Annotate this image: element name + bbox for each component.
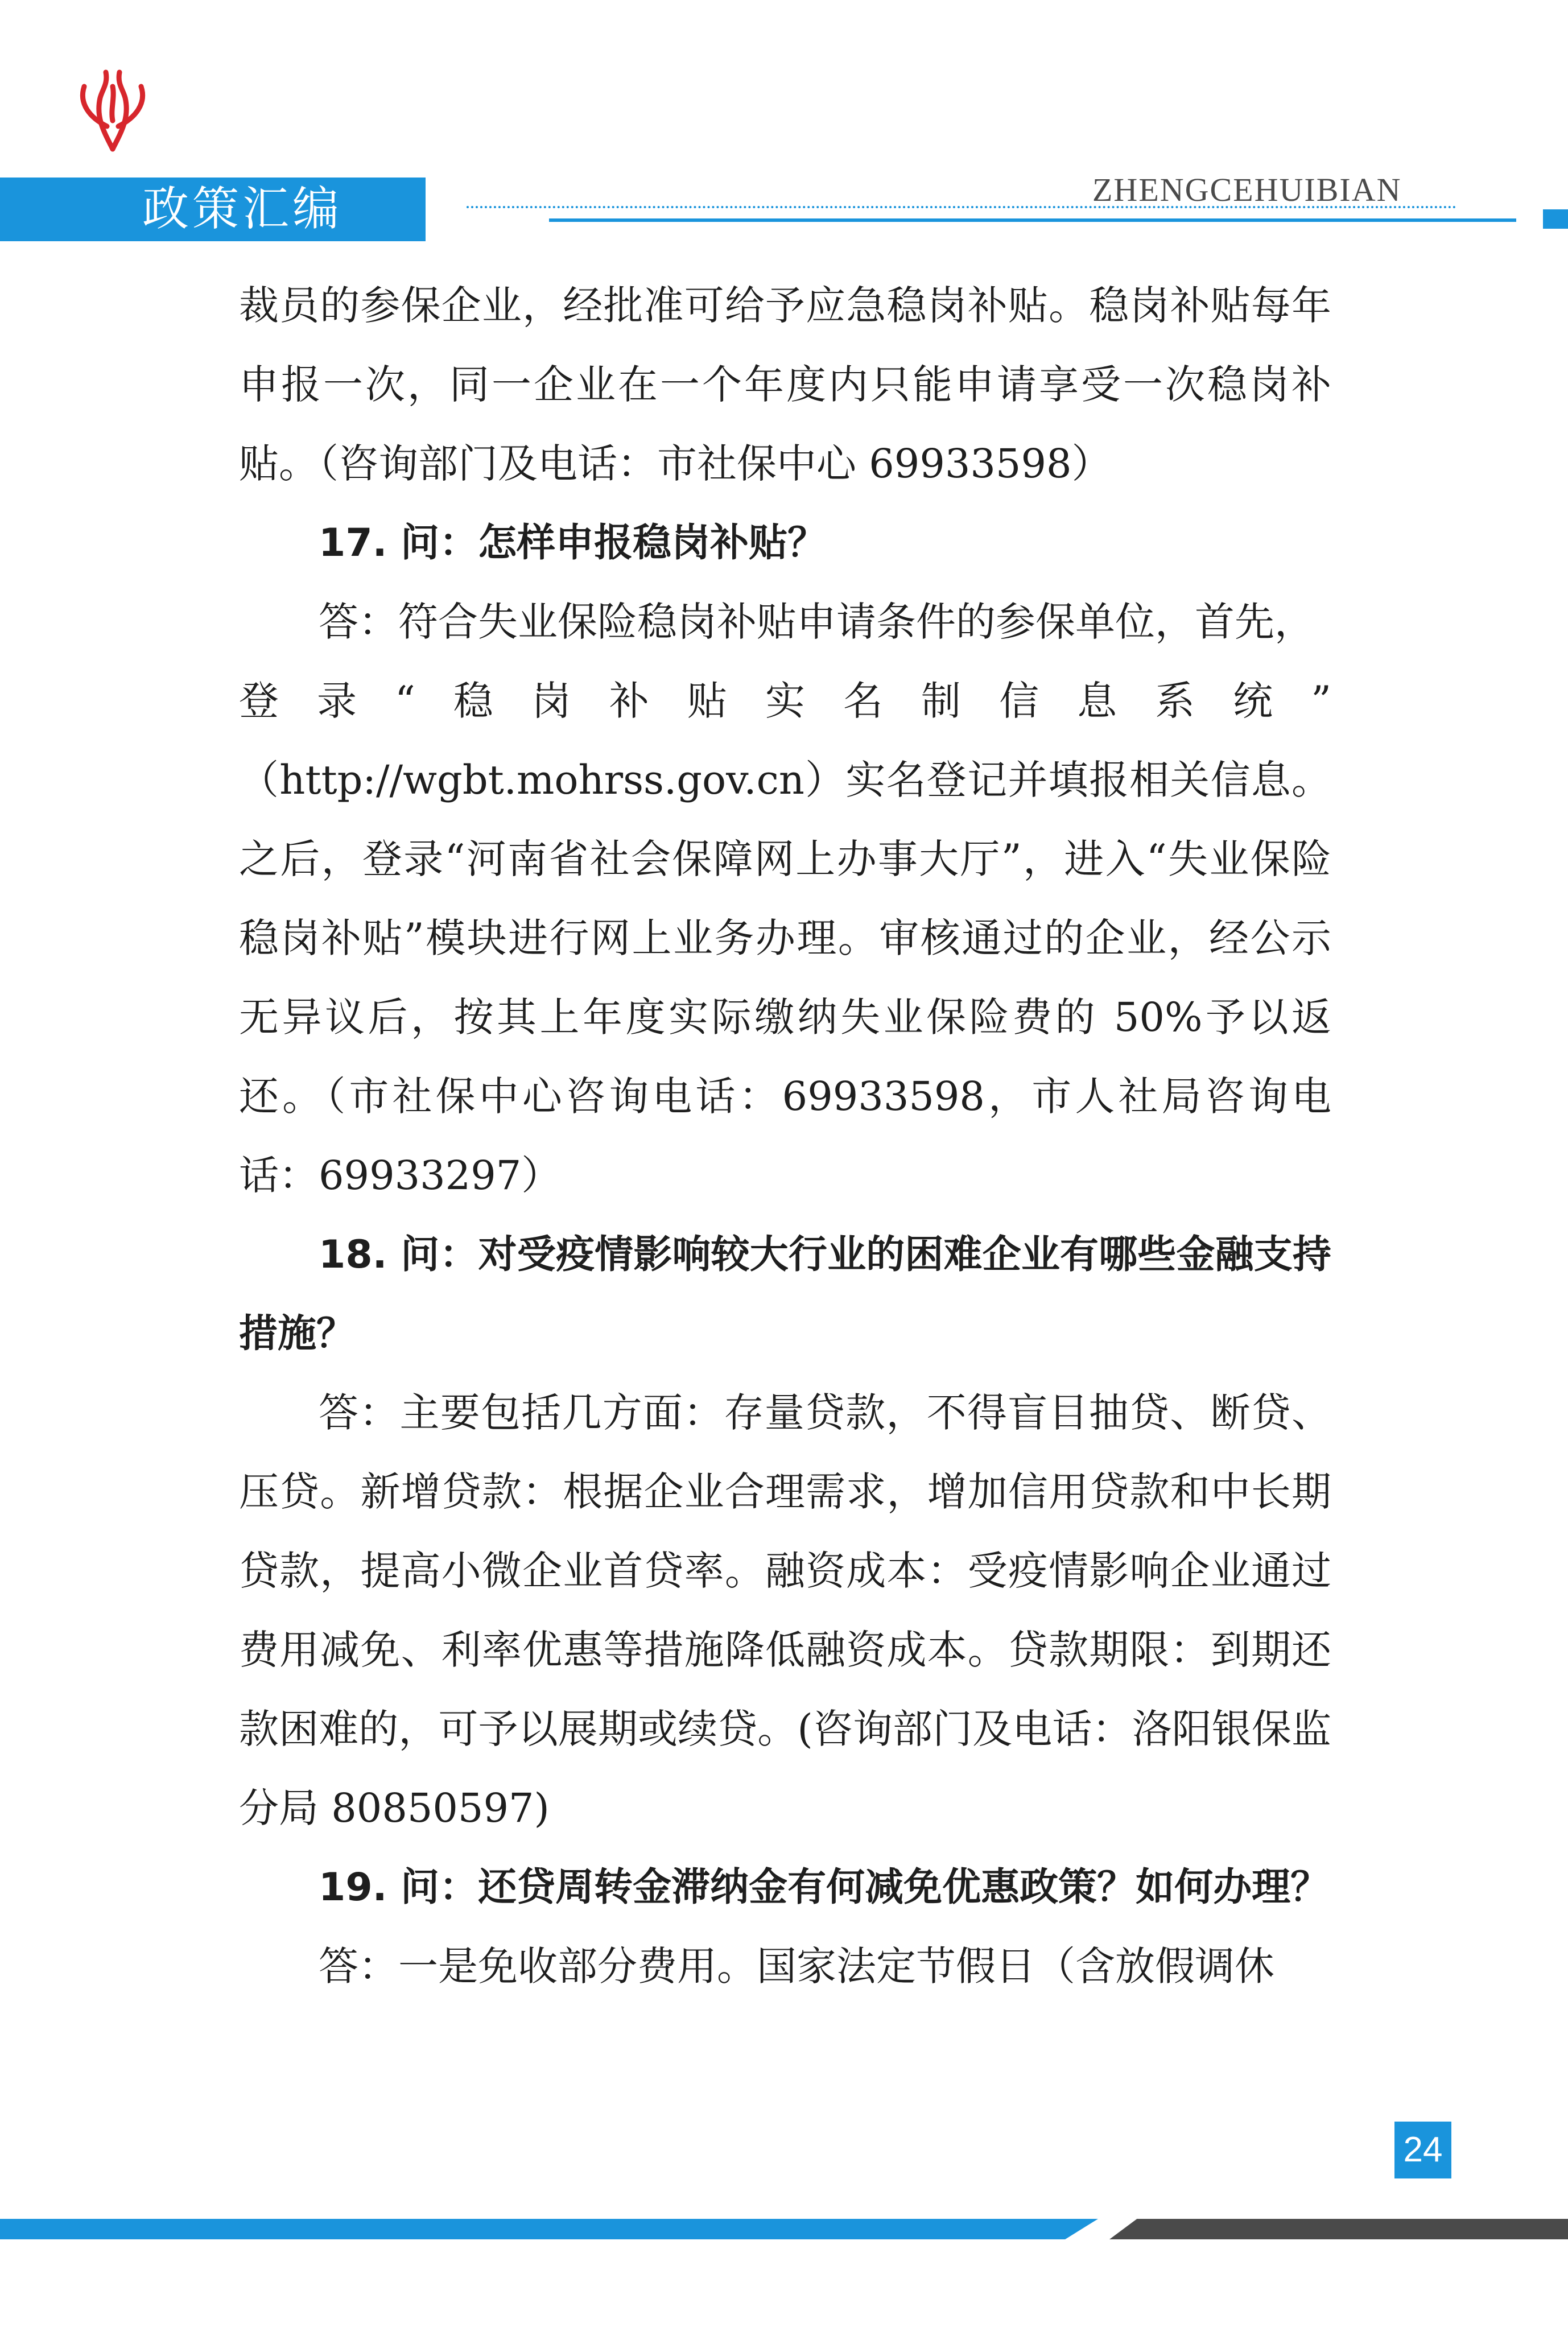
answer-19: 答：一是免收部分费用。国家法定节假日（含放假调休 — [319, 1943, 1274, 1990]
question-18: 18. 问：对受疫情影响较大行业的困难企业有哪些金融支持措施？ — [239, 1232, 1331, 1356]
footer-blue-bar — [0, 2219, 1098, 2239]
red-flame-logo-icon — [73, 64, 152, 152]
section-title-banner: 政策汇编 — [0, 178, 426, 241]
question-17: 17. 问：怎样申报稳岗补贴？ — [319, 521, 827, 566]
question-19: 19. 问：还贷周转金滞纳金有何减免优惠政策？如何办理？ — [319, 1865, 1330, 1910]
document-body — [239, 266, 1331, 2006]
section-title-english: ZHENGCEHUIBIAN — [1092, 171, 1402, 208]
header-corner-square — [1543, 209, 1568, 229]
header-dotted-rule — [467, 206, 1456, 208]
answer-17-rest: （http://wgbt.mohrss.gov.cn）实名登记并填报相关信息。之后，登录“河南省社会保障网上办事大厅”，进入“失业保险稳岗补贴”模块进行网上业务办理。审核通过的企业，经公示无异议后，按其上年度实际缴纳失业保险费的 50%予以返还。（市社保中心咨询电话：69933598，市人社局咨询电话：69933297） — [239, 757, 1331, 1199]
page-number: 24 — [1394, 2122, 1451, 2178]
answer-17-line2: 登录“稳岗补贴实名制信息系统” — [239, 678, 1331, 724]
paragraph-continued: 裁员的参保企业，经批准可给予应急稳岗补贴。稳岗补贴每年申报一次，同一企业在一个年度内只能申请享受一次稳岗补贴。（咨询部门及电话：市社保中心 69933598） — [239, 282, 1331, 487]
answer-17-line1: 答：符合失业保险稳岗补贴申请条件的参保单位，首先， — [319, 599, 1314, 645]
footer-gray-bar — [1109, 2219, 1568, 2239]
answer-18: 答：主要包括几方面：存量贷款，不得盲目抽贷、断贷、压贷。新增贷款：根据企业合理需求，增加信用贷款和中长期贷款，提高小微企业首贷率。融资成本：受疫情影响企业通过费用减免、利率优惠等措施降低融资成本。贷款期限：到期还款困难的，可予以展期或续贷。(咨询部门及电话：洛阳银保监分局 80850597) — [239, 1389, 1331, 1831]
header-solid-rule — [549, 218, 1516, 222]
